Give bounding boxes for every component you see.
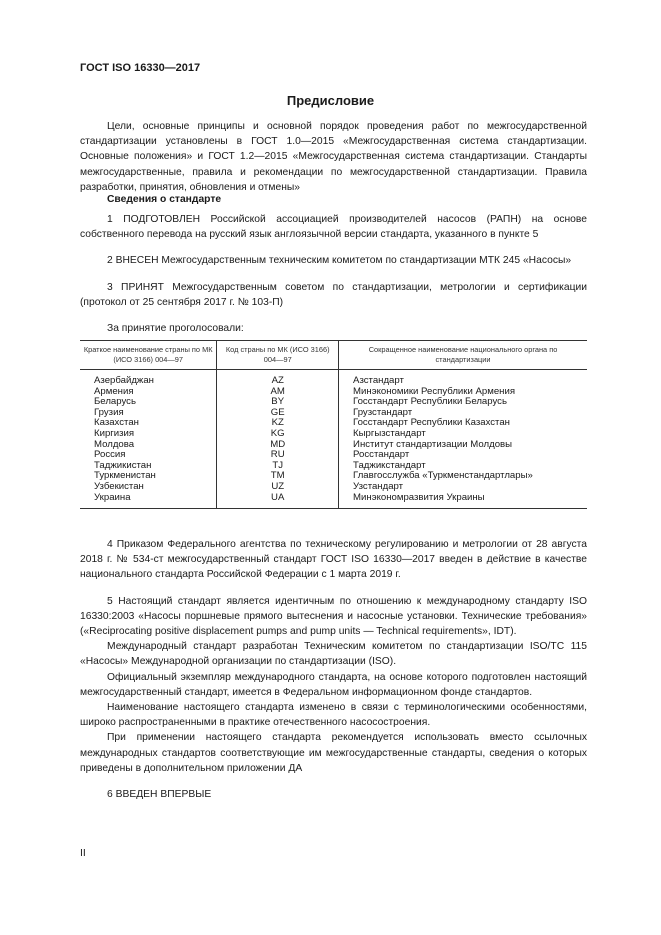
table-header-code: Код страны по МК (ИСО 3166) 004—97 (217, 341, 339, 370)
standards-body: Главгосслужба «Туркменстандартлары» (353, 470, 533, 482)
country-name: Беларусь (94, 396, 136, 408)
country-name: Молдова (94, 438, 135, 450)
country-code: AM (270, 385, 285, 397)
items-block-2 (80, 537, 587, 802)
voting-table (80, 340, 587, 509)
country-code: KG (270, 427, 285, 439)
page-number: II (80, 847, 86, 859)
standards-body-cell (339, 370, 587, 509)
standards-body: Азстандарт (353, 375, 404, 386)
standards-body: Институт стандартизации Молдовы (353, 438, 513, 450)
country-name: Узбекистан (94, 480, 144, 492)
intro-block (80, 119, 587, 195)
standards-body: Росстандарт (353, 449, 410, 461)
items-block-1 (80, 212, 587, 336)
code-cell (217, 370, 339, 509)
country-code: TM (270, 470, 285, 482)
standards-body: Минэкономики Республики Армения (353, 385, 516, 397)
item-1: 1 ПОДГОТОВЛЕН Российской ассоциацией производителей насосов (РАПН) на основе собственного перевода на русский язык англоязычной версии стандарта, указанного в пункте 5 (80, 214, 587, 241)
item-2: 2 ВНЕСЕН Межгосударственным техническим комитетом по стандартизации МТК 245 «Насосы» (107, 255, 572, 267)
item-5-name-change: Наименование настоящего стандарта изменено в связи с терминологическими особенностями, широко распространенными в практике отечественного насосостроения. (80, 702, 587, 729)
country-name: Армения (94, 385, 134, 397)
country-code: KZ (271, 417, 284, 429)
standards-body: Грузстандарт (353, 406, 413, 418)
country-code: GE (270, 406, 285, 418)
intro-paragraph: Цели, основные принципы и основной порядок проведения работ по межгосударственной стандартизации установлены в ГОСТ 1.0—2015 «Межгосударственная система стандартизации. Основные положения» и ГОСТ 1.2—2015 «Межгосударственная система стандартизации. Стандарты межгосударственные, правила и рекомендации по межгосударственной стандартизации. Правила разработки, принятия, обновления и отмены» (80, 121, 587, 193)
country-code: TJ (272, 459, 284, 471)
country-name: Таджикистан (94, 459, 152, 471)
country-code: UA (271, 491, 285, 503)
document-code-header: ГОСТ ISO 16330—2017 (80, 62, 201, 74)
country-name: Украина (94, 491, 131, 503)
item-5-references: При применении настоящего стандарта рекомендуется использовать вместо ссылочных международных стандартов соответствующие им межгосударственные стандарты, сведения о которых приведены в дополнительном приложении ДА (80, 732, 587, 774)
item-3: 3 ПРИНЯТ Межгосударственным советом по стандартизации, метрологии и сертификации (протокол от 25 сентября 2017 г. № 103-П) (80, 281, 587, 308)
voted-label: За принятие проголосовали: (107, 323, 244, 335)
country-name: Грузия (94, 406, 124, 418)
standards-body: Кыргызстандарт (353, 427, 426, 439)
page-title: Предисловие (286, 93, 375, 108)
table-header-body: Сокращенное наименование национального органа по стандартизации (339, 341, 587, 370)
standards-body: Узстандарт (353, 480, 404, 492)
country-code: RU (270, 449, 285, 461)
table-header-row (80, 341, 587, 370)
standards-body: Госстандарт Республики Казахстан (353, 417, 510, 429)
standards-body: Госстандарт Республики Беларусь (353, 396, 507, 408)
item-5: 5 Настоящий стандарт является идентичным по отношению к международному стандарту ISO 16330:2003 «Насосы поршневые прямого вытеснения и насосные установки. Технические требования» («Reciprocating positive displacement pumps and pump units — Technical requirements», IDT). (80, 595, 587, 638)
table-row (80, 370, 587, 509)
standards-body: Таджикстандарт (353, 459, 426, 471)
country-name: Туркменистан (94, 470, 156, 482)
standards-body: Минэкономразвития Украины (353, 491, 485, 503)
country-code: AZ (271, 375, 284, 386)
country-name: Киргизия (94, 427, 135, 439)
country-code: BY (271, 396, 285, 408)
country-cell (80, 370, 217, 509)
item-5-official-copy: Официальный экземпляр международного стандарта, на основе которого подготовлен настоящий межгосударственный стандарт, имеется в Федеральном информационном фонде стандартов. (80, 671, 587, 698)
item-5-developer: Международный стандарт разработан Техническим комитетом по стандартизации ISO/TC 115 «Насосы» Международной организации по стандартизации (ISO). (80, 641, 587, 668)
item-6: 6 ВВЕДЕН ВПЕРВЫЕ (107, 789, 212, 801)
country-code: UZ (271, 480, 285, 492)
country-name: Казахстан (94, 417, 139, 429)
country-code: MD (270, 438, 286, 450)
table-header-country: Краткое наименование страны по МК (ИСО 3166) 004—97 (80, 341, 217, 370)
country-name: Азербайджан (94, 375, 154, 386)
section-title: Сведения о стандарте (107, 194, 222, 205)
country-name: Россия (94, 449, 126, 461)
item-4: 4 Приказом Федерального агентства по техническому регулированию и метрологии от 28 августа 2018 г. № 534-ст межгосударственный стандарт ГОСТ ISO 16330—2017 введен в действие в качестве национального стандарта Российской Федерации с 1 марта 2019 г. (80, 539, 587, 581)
